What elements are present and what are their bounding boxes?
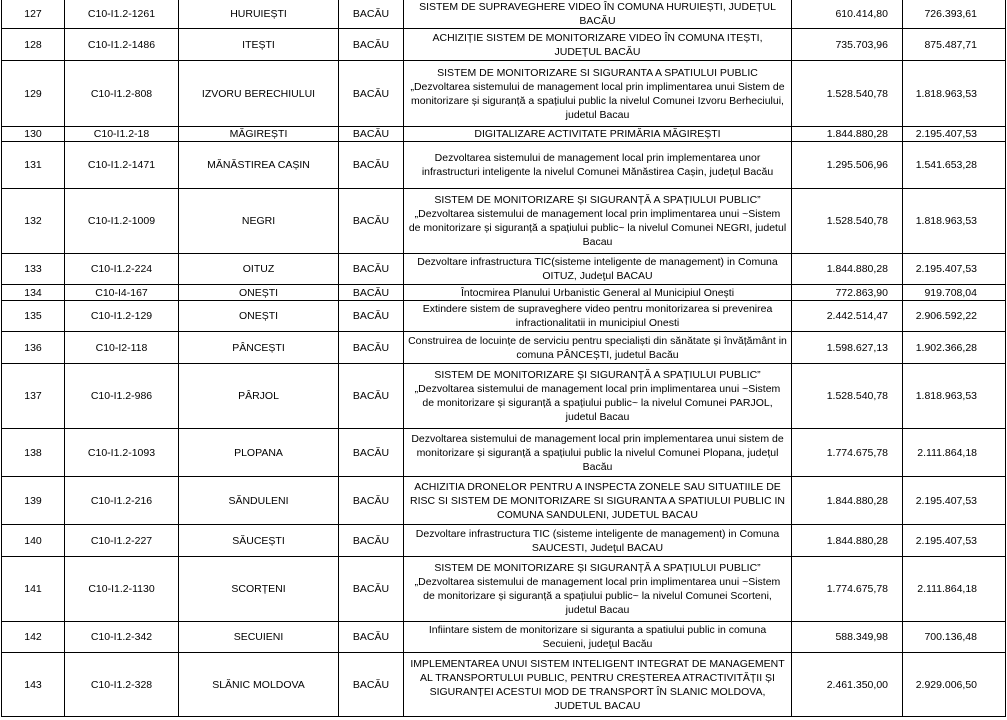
- locality-cell: NEGRI: [179, 189, 339, 254]
- county-cell: BACĂU: [339, 61, 404, 127]
- county-cell: BACĂU: [339, 525, 404, 557]
- value-with-vat-cell: 1.541.653,28: [903, 142, 1006, 189]
- value-without-vat-cell: 1.598.627,13: [792, 332, 903, 364]
- county-cell: BACĂU: [339, 301, 404, 332]
- value-with-vat-cell: 2.195.407,53: [903, 254, 1006, 285]
- county-cell: BACĂU: [339, 332, 404, 364]
- county-cell: BACĂU: [339, 189, 404, 254]
- row-number-cell: 128: [2, 29, 65, 61]
- project-description-cell: DIGITALIZARE ACTIVITATE PRIMĂRIA MĂGIREȘTI: [404, 127, 792, 142]
- locality-cell: SECUIENI: [179, 622, 339, 653]
- row-number-cell: 142: [2, 622, 65, 653]
- county-cell: BACĂU: [339, 653, 404, 717]
- locality-cell: ONEȘTI: [179, 285, 339, 301]
- locality-cell: SCORȚENI: [179, 557, 339, 622]
- value-with-vat-cell: 2.111.864,18: [903, 557, 1006, 622]
- project-code-cell: C10-I1.2-18: [65, 127, 179, 142]
- project-description-cell: SISTEM DE SUPRAVEGHERE VIDEO ÎN COMUNA HURUIEȘTI, JUDEȚUL BACĂU: [404, 0, 792, 29]
- value-with-vat-cell: 1.902.366,28: [903, 332, 1006, 364]
- row-number-cell: 131: [2, 142, 65, 189]
- table-row: [2, 557, 1006, 622]
- table-row: [2, 254, 1006, 285]
- project-code-cell: C10-I2-118: [65, 332, 179, 364]
- county-cell: BACĂU: [339, 285, 404, 301]
- table-row: [2, 61, 1006, 127]
- project-description-cell: Dezvoltarea sistemului de management local prin implementarea unor infrastructuri inteligente la nivelul Comunei Mănăstirea Cașin, județul Bacău: [404, 142, 792, 189]
- project-description-cell: Construirea de locuințe de serviciu pentru specialiști din sănătate și învățământ in comuna PÂNCEȘTI, judetul Bacău: [404, 332, 792, 364]
- project-code-cell: C10-I1.2-227: [65, 525, 179, 557]
- row-number-cell: 136: [2, 332, 65, 364]
- row-number-cell: 138: [2, 429, 65, 477]
- county-cell: BACĂU: [339, 477, 404, 525]
- projects-table: [1, 0, 1006, 717]
- county-cell: BACĂU: [339, 142, 404, 189]
- row-number-cell: 127: [2, 0, 65, 29]
- locality-cell: SĂUCEȘTI: [179, 525, 339, 557]
- table-row: [2, 142, 1006, 189]
- locality-cell: MĂNĂSTIREA CAȘIN: [179, 142, 339, 189]
- county-cell: BACĂU: [339, 29, 404, 61]
- county-cell: BACĂU: [339, 429, 404, 477]
- value-without-vat-cell: 1.295.506,96: [792, 142, 903, 189]
- project-description-cell: Dezvoltare infrastructura TIC(sisteme inteligente de management) in Comuna OITUZ, Judeţul BACAU: [404, 254, 792, 285]
- table-row: [2, 364, 1006, 429]
- value-with-vat-cell: 2.195.407,53: [903, 477, 1006, 525]
- value-without-vat-cell: 2.461.350,00: [792, 653, 903, 717]
- project-code-cell: C10-I1.2-1009: [65, 189, 179, 254]
- value-with-vat-cell: 2.195.407,53: [903, 525, 1006, 557]
- row-number-cell: 130: [2, 127, 65, 142]
- row-number-cell: 133: [2, 254, 65, 285]
- locality-cell: ITEȘTI: [179, 29, 339, 61]
- county-cell: BACĂU: [339, 0, 404, 29]
- project-description-cell: SISTEM DE MONITORIZARE ȘI SIGURANȚĂ A SPAȚIULUI PUBLIC” „Dezvoltarea sistemului de management local prin implimentarea unui ~Sistem de monitorizare și siguranță a spațiului public~ la nivelul Comunei PARJOL, judetul Bacau: [404, 364, 792, 429]
- value-with-vat-cell: 700.136,48: [903, 622, 1006, 653]
- row-number-cell: 132: [2, 189, 65, 254]
- value-with-vat-cell: 2.111.864,18: [903, 429, 1006, 477]
- project-description-cell: ACHIZITIA DRONELOR PENTRU A INSPECTA ZONELE SAU SITUATIILE DE RISC SI SISTEM DE MONITORIZARE SI SIGURANTA A SPATIULUI PUBLIC IN COMUNA SANDULENI, JUDETUL BACAU: [404, 477, 792, 525]
- locality-cell: HURUIEȘTI: [179, 0, 339, 29]
- locality-cell: OITUZ: [179, 254, 339, 285]
- value-without-vat-cell: 1.844.880,28: [792, 525, 903, 557]
- project-description-cell: Întocmirea Planului Urbanistic General al Municipiul Onești: [404, 285, 792, 301]
- row-number-cell: 129: [2, 61, 65, 127]
- value-without-vat-cell: 2.442.514,47: [792, 301, 903, 332]
- value-without-vat-cell: 610.414,80: [792, 0, 903, 29]
- locality-cell: SLĂNIC MOLDOVA: [179, 653, 339, 717]
- table-row: [2, 429, 1006, 477]
- project-description-cell: SISTEM DE MONITORIZARE SI SIGURANTA A SPATIULUI PUBLIC „Dezvoltarea sistemului de management local prin implimentarea unui Sistem de monitorizare și siguranță a spațiului public la nivelul Comunei Izvoru Berheciului, judetul Bacau: [404, 61, 792, 127]
- table-row: [2, 622, 1006, 653]
- value-with-vat-cell: 1.818.963,53: [903, 61, 1006, 127]
- locality-cell: PLOPANA: [179, 429, 339, 477]
- locality-cell: PÂNCEȘTI: [179, 332, 339, 364]
- value-with-vat-cell: 2.906.592,22: [903, 301, 1006, 332]
- value-with-vat-cell: 1.818.963,53: [903, 364, 1006, 429]
- locality-cell: ONEȘTI: [179, 301, 339, 332]
- row-number-cell: 141: [2, 557, 65, 622]
- project-description-cell: Infiintare sistem de monitorizare si siguranta a spatiului public in comuna Secuieni, judeţul Bacău: [404, 622, 792, 653]
- project-description-cell: Dezvoltare infrastructura TIC (sisteme inteligente de management) in Comuna SAUCESTI, Judeţul BACAU: [404, 525, 792, 557]
- project-code-cell: C10-I1.2-342: [65, 622, 179, 653]
- value-without-vat-cell: 1.774.675,78: [792, 557, 903, 622]
- project-description-cell: SISTEM DE MONITORIZARE ȘI SIGURANȚĂ A SPAȚIULUI PUBLIC” „Dezvoltarea sistemului de management local prin implimentarea unui ~Sistem de monitorizare și siguranță a spațiului public~ la nivelul Comunei Scorteni, judetul Bacau: [404, 557, 792, 622]
- row-number-cell: 135: [2, 301, 65, 332]
- project-description-cell: SISTEM DE MONITORIZARE ȘI SIGURANȚĂ A SPAȚIULUI PUBLIC” „Dezvoltarea sistemului de management local prin implimentarea unui ~Sistem de monitorizare și siguranță a spațiului public~ la nivelul Comunei NEGRI, judetul Bacau: [404, 189, 792, 254]
- table-row: [2, 525, 1006, 557]
- value-with-vat-cell: 726.393,61: [903, 0, 1006, 29]
- value-with-vat-cell: 1.818.963,53: [903, 189, 1006, 254]
- project-code-cell: C10-I1.2-1130: [65, 557, 179, 622]
- project-code-cell: C10-I1.2-129: [65, 301, 179, 332]
- value-without-vat-cell: 1.844.880,28: [792, 477, 903, 525]
- county-cell: BACĂU: [339, 127, 404, 142]
- county-cell: BACĂU: [339, 622, 404, 653]
- project-description-cell: Extindere sistem de supraveghere video pentru monitorizarea si prevenirea infractionalitatii in municipiul Onesti: [404, 301, 792, 332]
- value-without-vat-cell: 735.703,96: [792, 29, 903, 61]
- project-code-cell: C10-I1.2-1486: [65, 29, 179, 61]
- value-without-vat-cell: 1.844.880,28: [792, 127, 903, 142]
- project-code-cell: C10-I1.2-1261: [65, 0, 179, 29]
- project-description-cell: IMPLEMENTAREA UNUI SISTEM INTELIGENT INTEGRAT DE MANAGEMENT AL TRANSPORTULUI PUBLIC, PENTRU CREȘTEREA ATRACTIVITĂȚII ȘI SIGURANȚEI ACESTUI MOD DE TRANSPORT ÎN SLANIC MOLDOVA, JUDETUL BACAU: [404, 653, 792, 717]
- project-code-cell: C10-I1.2-1093: [65, 429, 179, 477]
- value-without-vat-cell: 1.774.675,78: [792, 429, 903, 477]
- value-without-vat-cell: 1.528.540,78: [792, 364, 903, 429]
- project-code-cell: C10-I1.2-986: [65, 364, 179, 429]
- value-with-vat-cell: 2.929.006,50: [903, 653, 1006, 717]
- table-row: [2, 29, 1006, 61]
- table-row: [2, 653, 1006, 717]
- table-row: [2, 477, 1006, 525]
- project-code-cell: C10-I1.2-1471: [65, 142, 179, 189]
- project-code-cell: C10-I4-167: [65, 285, 179, 301]
- table-row: [2, 0, 1006, 29]
- value-without-vat-cell: 588.349,98: [792, 622, 903, 653]
- value-without-vat-cell: 1.528.540,78: [792, 61, 903, 127]
- table-row: [2, 332, 1006, 364]
- project-description-cell: Dezvoltarea sistemului de management local prin implementarea unui sistem de monitorizare și siguranță a spațiului public la nivelul Comunei Plopana, județul Bacău: [404, 429, 792, 477]
- value-with-vat-cell: 919.708,04: [903, 285, 1006, 301]
- value-without-vat-cell: 1.844.880,28: [792, 254, 903, 285]
- table-row: [2, 301, 1006, 332]
- project-code-cell: C10-I1.2-808: [65, 61, 179, 127]
- county-cell: BACĂU: [339, 364, 404, 429]
- value-with-vat-cell: 2.195.407,53: [903, 127, 1006, 142]
- county-cell: BACĂU: [339, 254, 404, 285]
- project-code-cell: C10-I1.2-224: [65, 254, 179, 285]
- county-cell: BACĂU: [339, 557, 404, 622]
- locality-cell: PÂRJOL: [179, 364, 339, 429]
- table-body: [2, 0, 1006, 717]
- row-number-cell: 140: [2, 525, 65, 557]
- project-code-cell: C10-I1.2-216: [65, 477, 179, 525]
- value-with-vat-cell: 875.487,71: [903, 29, 1006, 61]
- row-number-cell: 137: [2, 364, 65, 429]
- table-row: [2, 285, 1006, 301]
- table-row: [2, 127, 1006, 142]
- project-description-cell: ACHIZIȚIE SISTEM DE MONITORIZARE VIDEO ÎN COMUNA ITEȘTI, JUDEȚUL BACĂU: [404, 29, 792, 61]
- project-code-cell: C10-I1.2-328: [65, 653, 179, 717]
- locality-cell: IZVORU BERECHIULUI: [179, 61, 339, 127]
- value-without-vat-cell: 1.528.540,78: [792, 189, 903, 254]
- row-number-cell: 143: [2, 653, 65, 717]
- value-without-vat-cell: 772.863,90: [792, 285, 903, 301]
- row-number-cell: 134: [2, 285, 65, 301]
- locality-cell: MĂGIREȘTI: [179, 127, 339, 142]
- table-row: [2, 189, 1006, 254]
- locality-cell: SĂNDULENI: [179, 477, 339, 525]
- row-number-cell: 139: [2, 477, 65, 525]
